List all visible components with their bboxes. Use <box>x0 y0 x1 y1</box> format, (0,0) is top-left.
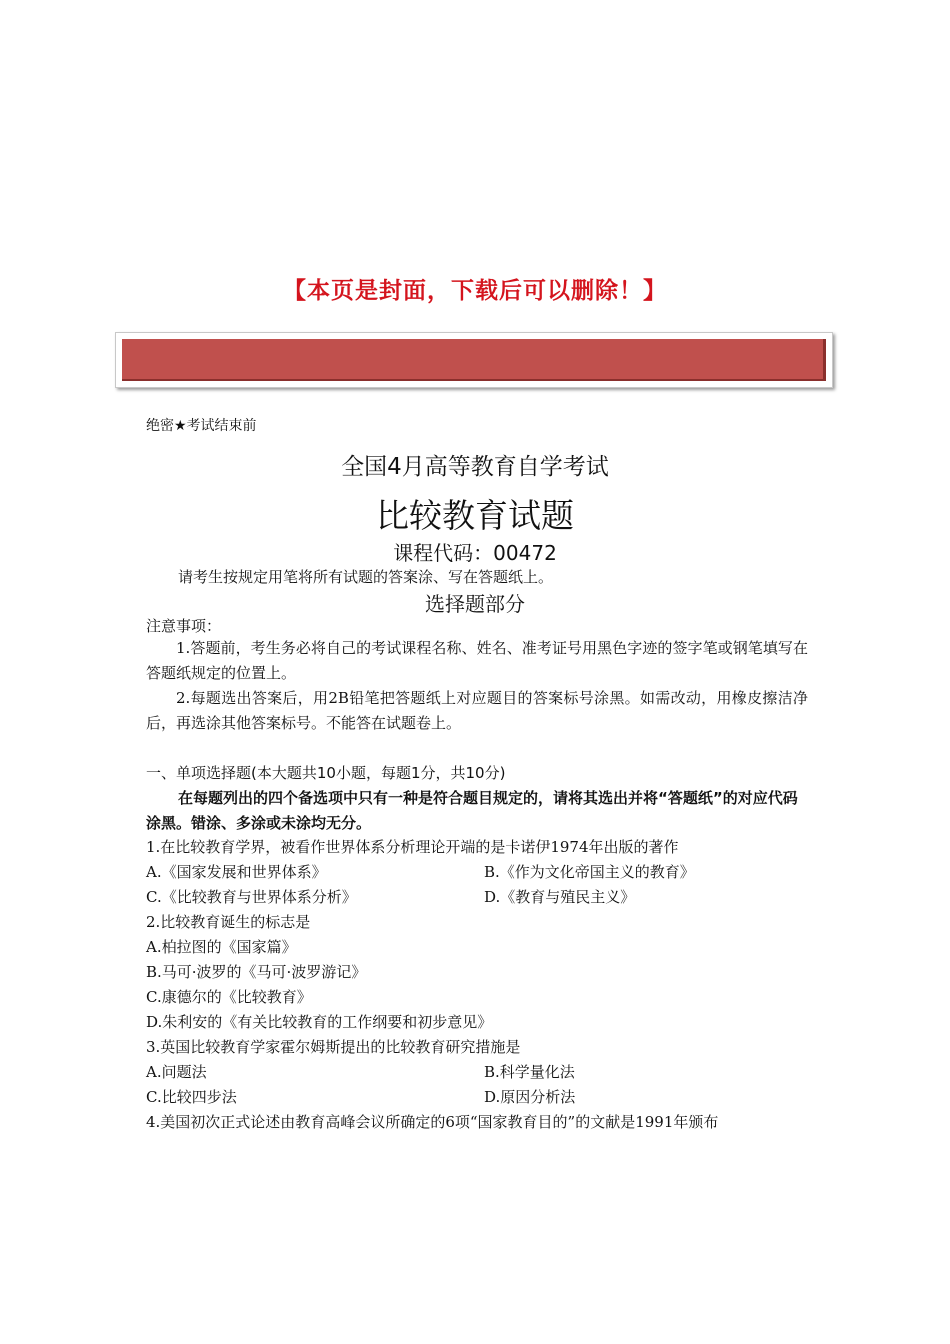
question-2-option-d: D.朱利安的《有关比较教育的工作纲要和初步意见》 <box>146 1013 493 1031</box>
notice-item-2: 2.每题选出答案后，用2B铅笔把答题纸上对应题目的答案标号涂黑。如需改动，用橡皮擦洁净后，再选涂其他答案标号。不能答在试题卷上。 <box>146 689 808 732</box>
question-2-option-b: B.马可·波罗的《马可·波罗游记》 <box>146 963 367 981</box>
question-1-option-c: C.《比较教育与世界体系分析》 <box>146 888 357 906</box>
subject-title: 比较教育试题 <box>376 496 574 535</box>
question-3-stem: 3.英国比较教育学家霍尔姆斯提出的比较教育研究措施是 <box>146 1038 521 1056</box>
section-heading: 一、单项选择题(本大题共10小题，每题1分，共10分) <box>146 764 506 782</box>
question-2-option-a: A.柏拉图的《国家篇》 <box>146 938 297 956</box>
question-3-option-c: C.比较四步法 <box>146 1088 237 1106</box>
course-code: 课程代码：00472 <box>393 541 557 565</box>
question-3-option-d: D.原因分析法 <box>484 1088 576 1106</box>
notice-item-1: 1.答题前，考生务必将自己的考试课程名称、姓名、准考证号用黑色字迹的签字笔或钢笔填写在答题纸规定的位置上。 <box>146 639 808 682</box>
answer-instruction: 请考生按规定用笔将所有试题的答案涂、写在答题纸上。 <box>178 568 554 586</box>
cover-note: 【本页是封面，下载后可以删除！】 <box>283 278 667 304</box>
exam-title: 全国4月高等教育自学考试 <box>341 454 609 480</box>
notice-heading: 注意事项： <box>146 617 222 635</box>
question-3-option-a: A.问题法 <box>146 1063 207 1081</box>
question-3-option-b: B.科学量化法 <box>484 1063 575 1081</box>
question-1-option-b: B.《作为文化帝国主义的教育》 <box>484 863 695 881</box>
question-1-option-a: A.《国家发展和世界体系》 <box>146 863 327 881</box>
question-1-stem: 1.在比较教育学界，被看作世界体系分析理论开端的是卡诺伊1974年出版的著作 <box>146 838 679 856</box>
question-2-stem: 2.比较教育诞生的标志是 <box>146 913 311 931</box>
confidential-label: 绝密★考试结束前 <box>146 418 257 434</box>
decorative-banner <box>115 332 833 388</box>
question-2-option-c: C.康德尔的《比较教育》 <box>146 988 312 1006</box>
part-title: 选择题部分 <box>425 592 525 616</box>
question-4-stem: 4.美国初次正式论述由教育高峰会议所确定的6项“国家教育目的”的文献是1991年颁布 <box>146 1113 719 1131</box>
question-1-option-d: D.《教育与殖民主义》 <box>484 888 636 906</box>
banner-fill <box>122 339 826 381</box>
section-description: 在每题列出的四个备选项中只有一种是符合题目规定的，请将其选出并将“答题纸”的对应代码涂黑。错涂、多涂或未涂均无分。 <box>146 789 798 832</box>
